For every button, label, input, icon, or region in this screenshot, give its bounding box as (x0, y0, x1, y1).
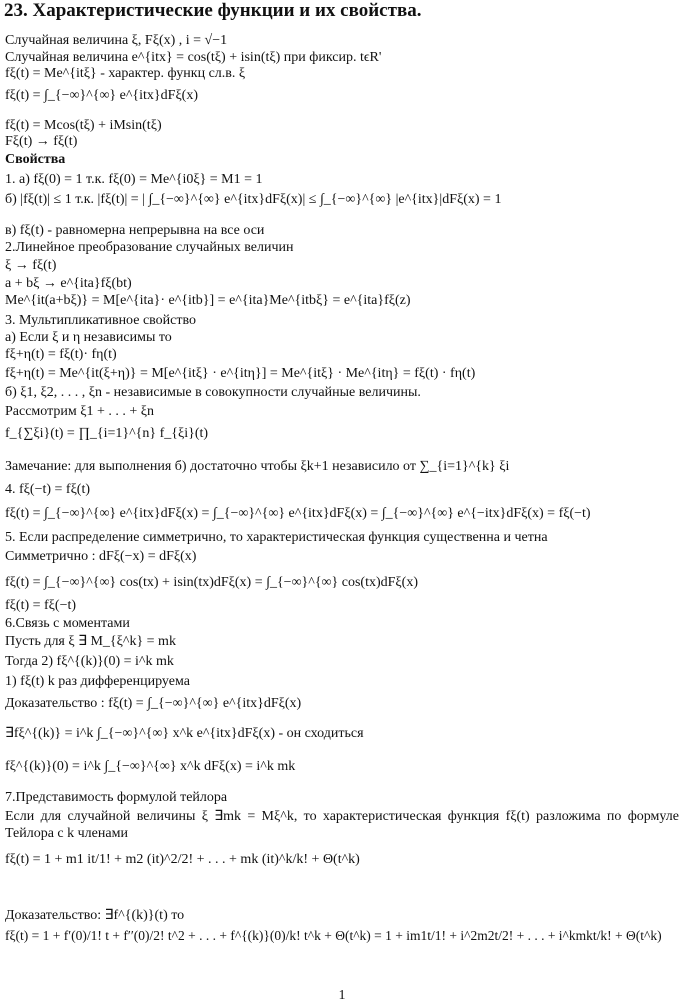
property-line: 3. Мультипликативное свойство (5, 313, 197, 328)
formula-line: Симметрично : dFξ(−x) = dFξ(x) (5, 549, 197, 564)
section-title: 23. Характеристические функции и их свойства. (4, 0, 422, 21)
formula-line: Доказательство : fξ(t) = ∫_{−∞}^{∞} e^{itx}dFξ(x) (5, 696, 302, 711)
property-line: Рассмотрим ξ1 + . . . + ξn (5, 404, 155, 419)
definition-line: Случайная величина e^{itx} = cos(tξ) + isin(tξ) при фиксир. tϵR' (5, 50, 382, 65)
formula-line: fξ(t) = Mcos(tξ) + iMsin(tξ) (5, 118, 162, 133)
property-line: 6.Связь с моментами (5, 616, 130, 631)
formula-line: f_{∑ξi}(t) = ∏_{i=1}^{n} f_{ξi}(t) (5, 426, 209, 441)
property-line: 7.Представимость формулой тейлора (5, 790, 228, 805)
property-line: а) Если ξ и η независимы то (5, 330, 172, 345)
property-line: Пусть для ξ ∃ M_{ξ^k} = mk (5, 634, 176, 649)
property-line: б) ξ1, ξ2, . . . , ξn - независимые в совокупности случайные величины. (5, 385, 421, 400)
formula-line: fξ(t) = ∫_{−∞}^{∞} e^{itx}dFξ(x) = ∫_{−∞}^{∞} e^{itx}dFξ(x) = ∫_{−∞}^{∞} e^{−itx}dFξ(x) = fξ(−t) (5, 506, 591, 521)
property-line: б) |fξ(t)| ≤ 1 т.к. |fξ(t)| = | ∫_{−∞}^{∞} e^{itx}dFξ(x)| ≤ ∫_{−∞}^{∞} |e^{itx}|dFξ(x) = 1 (5, 192, 502, 207)
formula-line: fξ(t) = fξ(−t) (5, 598, 77, 613)
property-line: Если для случайной величины ξ ∃mk = Mξ^k, то характеристическая функция fξ(t) разложима по формуле Тейлора с k членами (5, 809, 679, 841)
formula-line: Fξ(t) → fξ(t) (5, 134, 78, 149)
property-line: 1. а) fξ(0) = 1 т.к. fξ(0) = Me^{i0ξ} = M1 = 1 (5, 172, 263, 187)
page-number: 1 (338, 988, 346, 1003)
formula-line: fξ(t) = ∫_{−∞}^{∞} cos(tx) + isin(tx)dFξ(x) = ∫_{−∞}^{∞} cos(tx)dFξ(x) (5, 575, 418, 590)
property-line: Тогда 2) fξ^{(k)}(0) = i^k mk (5, 654, 174, 669)
property-line: 5. Если распределение симметрично, то характеристическая функция существенна и четна (5, 530, 548, 545)
formula-line: fξ(t) = ∫_{−∞}^{∞} e^{itx}dFξ(x) (5, 88, 199, 103)
formula-line: fξ^{(k)}(0) = i^k ∫_{−∞}^{∞} x^k dFξ(x) = i^k mk (5, 759, 296, 774)
formula-line: Доказательство: ∃f^{(k)}(t) то (5, 908, 185, 923)
formula-line: a + bξ → e^{ita}fξ(bt) (5, 276, 132, 291)
formula-line: fξ+η(t) = fξ(t)· fη(t) (5, 347, 117, 362)
formula-line: fξ(t) = 1 + m1 it/1! + m2 (it)^2/2! + . . . + mk (it)^k/k! + Θ(t^k) (5, 852, 360, 867)
formula-line: fξ+η(t) = Me^{it(ξ+η)} = M[e^{itξ} · e^{itη}] = Me^{itξ} · Me^{itη} = fξ(t) · fη(t) (5, 366, 476, 381)
formula-line: Me^{it(a+bξ)} = M[e^{ita}· e^{itb}] = e^{ita}Me^{itbξ} = e^{ita}fξ(z) (5, 293, 411, 308)
property-line: 1) fξ(t) k раз дифференцируема (5, 674, 190, 689)
formula-line: ξ → fξ(t) (5, 258, 57, 273)
formula-line: fξ(t) = Me^{itξ} - характер. функц сл.в. ξ (5, 66, 246, 81)
property-line: 4. fξ(−t) = fξ(t) (5, 482, 91, 497)
property-line: в) fξ(t) - равномерна непрерывна на все оси (5, 223, 265, 238)
formula-line: ∃fξ^{(k)} = i^k ∫_{−∞}^{∞} x^k e^{itx}dFξ(x) - он сходиться (5, 726, 364, 741)
property-line: 2.Линейное преобразование случайных величин (5, 240, 294, 255)
remark-line: Замечание: для выполнения б) достаточно чтобы ξk+1 независило от ∑_{i=1}^{k} ξi (5, 459, 510, 474)
subsection-heading: Свойства (5, 152, 66, 167)
definition-line: Случайная величина ξ, Fξ(x) , i = √−1 (5, 33, 228, 48)
formula-line: fξ(t) = 1 + f′(0)/1! t + f′′(0)/2! t^2 + . . . + f^{(k)}(0)/k! t^k + Θ(t^k) = 1 + im1t/1! + i^2m2t/2! + . . . + i^kmkt/k! + Θ(t^k) (5, 928, 662, 943)
